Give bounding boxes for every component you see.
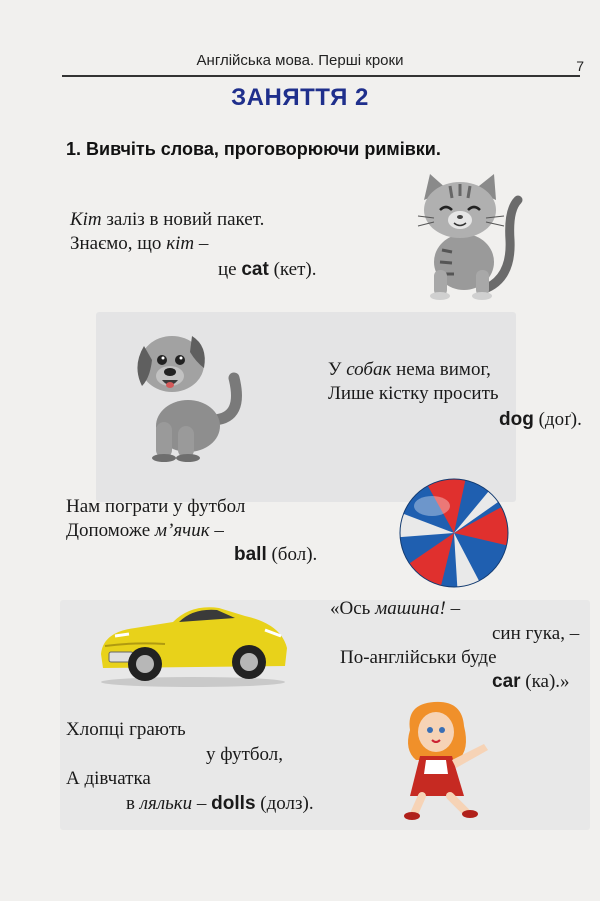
keyword-ua: м’ячик bbox=[154, 520, 210, 541]
text: син гука, – bbox=[492, 623, 580, 644]
rhyme-line bbox=[499, 409, 582, 431]
rhyme-line bbox=[66, 768, 151, 790]
text: Допоможе bbox=[66, 520, 155, 541]
transcription: (долз). bbox=[255, 793, 314, 814]
text: – bbox=[445, 598, 461, 619]
car-illustration bbox=[95, 596, 291, 688]
doll-illustration bbox=[400, 700, 496, 820]
english-word: dog bbox=[499, 409, 534, 430]
task-title: 1. Вивчіть слова, проговорюючи римівки. bbox=[66, 139, 441, 159]
rhyme-line bbox=[126, 793, 314, 815]
text: це bbox=[218, 259, 242, 280]
text: Знаємо, що bbox=[70, 233, 167, 254]
text: – bbox=[209, 520, 224, 541]
text: у футбол, bbox=[206, 744, 284, 765]
header-divider bbox=[62, 75, 580, 77]
rhyme-line bbox=[234, 544, 317, 566]
rhyme-line bbox=[70, 233, 208, 255]
rhyme-line bbox=[218, 259, 316, 281]
keyword-ua: ляльки bbox=[139, 793, 193, 814]
rhyme-line bbox=[66, 496, 245, 518]
lesson-title: ЗАНЯТТЯ 2 bbox=[231, 84, 369, 111]
keyword-ua: машина! bbox=[375, 598, 446, 619]
text: «Ось bbox=[330, 598, 376, 619]
running-header: Англійська мова. Перші кроки bbox=[196, 52, 404, 69]
rhyme-line bbox=[70, 209, 264, 231]
rhyme-line bbox=[330, 598, 460, 620]
rhyme-line bbox=[340, 647, 497, 669]
text: По-англійськи буде bbox=[340, 647, 497, 668]
text: – bbox=[192, 793, 212, 814]
english-word: dolls bbox=[211, 793, 256, 814]
text: в bbox=[126, 793, 140, 814]
cat-illustration bbox=[412, 170, 522, 300]
text: Лише кістку просить bbox=[328, 383, 499, 404]
rhyme-line bbox=[492, 623, 579, 645]
ball-illustration bbox=[398, 478, 510, 588]
rhyme-line bbox=[206, 744, 283, 766]
rhyme-line bbox=[66, 719, 186, 741]
text: Хлопці грають bbox=[66, 719, 186, 740]
keyword-ua: кіт bbox=[166, 233, 195, 254]
keyword-ua: Кіт bbox=[70, 209, 102, 230]
rhyme-line bbox=[492, 671, 570, 693]
text: У bbox=[328, 359, 347, 380]
text: А дівчатка bbox=[66, 768, 151, 789]
text: заліз в новий пакет. bbox=[101, 209, 265, 230]
text: Нам пограти у футбол bbox=[66, 496, 246, 517]
keyword-ua: собак bbox=[346, 359, 392, 380]
text: нема вимог, bbox=[391, 359, 491, 380]
text: – bbox=[194, 233, 209, 254]
english-word: ball bbox=[234, 544, 267, 565]
english-word: car bbox=[492, 671, 521, 692]
transcription: (кет). bbox=[268, 259, 317, 280]
rhyme-line bbox=[328, 359, 491, 381]
rhyme-line bbox=[66, 520, 224, 542]
dog-illustration bbox=[132, 322, 252, 462]
page-number: 7 bbox=[576, 58, 584, 74]
transcription: (бол). bbox=[266, 544, 318, 565]
transcription: (доґ). bbox=[533, 409, 582, 430]
english-word: cat bbox=[241, 259, 269, 280]
rhyme-line bbox=[328, 383, 499, 405]
transcription: (ка).» bbox=[520, 671, 570, 692]
